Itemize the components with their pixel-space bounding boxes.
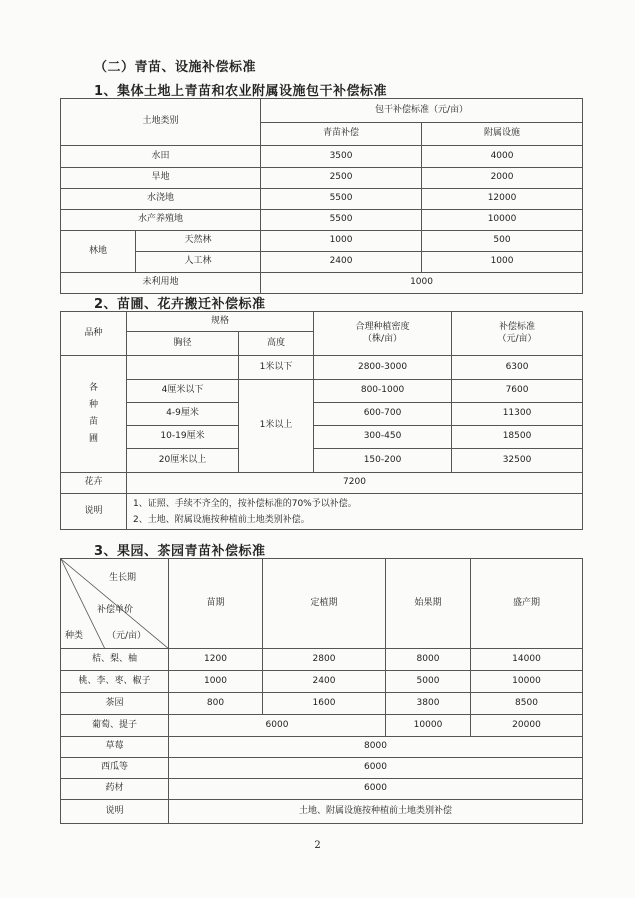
initial-value: 10000 <box>386 715 471 737</box>
note-line: 2、土地、附属设施按种植前土地类别补偿。 <box>133 514 310 525</box>
planting-value: 2800 <box>263 649 386 671</box>
table-row <box>61 758 583 779</box>
table-row <box>61 693 583 715</box>
nursery-char: 各 <box>88 383 98 393</box>
kind-name: 葡萄、提子 <box>61 715 169 737</box>
table-land-compensation <box>60 98 583 294</box>
dbh-value: 4厘米以下 <box>127 380 239 403</box>
col-standard-unit: （元/亩） <box>497 333 537 344</box>
col-peak: 盛产期 <box>471 559 583 649</box>
seedling-planting-value: 6000 <box>169 715 386 737</box>
standard-value: 11300 <box>452 403 583 426</box>
col-crop: 青苗补偿 <box>261 123 422 146</box>
flower-value: 7200 <box>127 473 583 494</box>
table-row <box>61 449 583 473</box>
table-row <box>61 252 583 273</box>
nursery-char: 种 <box>88 400 98 410</box>
nursery-char: 圃 <box>88 434 98 444</box>
table2-heading: 2、苗圃、花卉搬迁补偿标准 <box>94 297 266 312</box>
land-name: 水产养殖地 <box>61 210 261 231</box>
col-density-unit: （株/亩） <box>362 333 403 344</box>
col-spec: 规格 <box>127 312 314 332</box>
density-value: 2800-3000 <box>314 356 452 380</box>
note-line: 1、证照、手续不齐全的，按补偿标准的70%予以补偿。 <box>133 498 357 509</box>
dbh-value: 10-19厘米 <box>127 426 239 449</box>
table-row <box>61 380 583 403</box>
nursery-label <box>61 356 127 473</box>
table-row <box>61 473 583 494</box>
initial-value: 5000 <box>386 671 471 693</box>
peak-value: 10000 <box>471 671 583 693</box>
initial-value: 8000 <box>386 649 471 671</box>
page-number: 2 <box>314 840 321 851</box>
standard-value: 18500 <box>452 426 583 449</box>
facility-value: 10000 <box>422 210 583 231</box>
col-planting: 定植期 <box>263 559 386 649</box>
facility-value: 1000 <box>422 252 583 273</box>
land-name: 人工林 <box>136 252 261 273</box>
kind-name: 桃、李、枣、椒子 <box>61 671 169 693</box>
diag-kind: 种类 <box>65 631 84 641</box>
crop-value: 5500 <box>261 210 422 231</box>
table-row <box>61 671 583 693</box>
col-land-type: 土地类别 <box>61 99 261 146</box>
crop-value: 2400 <box>261 252 422 273</box>
table-row <box>61 189 583 210</box>
peak-value: 14000 <box>471 649 583 671</box>
col-standard <box>452 312 583 356</box>
col-density <box>314 312 452 356</box>
facility-value: 4000 <box>422 146 583 168</box>
table-nursery-compensation <box>60 311 583 530</box>
table-row <box>61 168 583 189</box>
seedling-value: 1000 <box>169 671 263 693</box>
peak-value: 20000 <box>471 715 583 737</box>
table-row <box>61 494 583 530</box>
kind-name: 药材 <box>61 779 169 800</box>
table-row <box>61 210 583 231</box>
facility-value: 12000 <box>422 189 583 210</box>
table-row <box>61 146 583 168</box>
peak-value: 8500 <box>471 693 583 715</box>
land-name: 天然林 <box>136 231 261 252</box>
standard-value: 6300 <box>452 356 583 380</box>
crop-value: 2500 <box>261 168 422 189</box>
kind-name: 草莓 <box>61 737 169 758</box>
facility-value: 500 <box>422 231 583 252</box>
planting-value: 2400 <box>263 671 386 693</box>
diag-price: 补偿单价 <box>97 605 134 615</box>
col-density-label: 合理种植密度 <box>355 322 410 333</box>
land-name: 水浇地 <box>61 189 261 210</box>
crop-value: 3500 <box>261 146 422 168</box>
table-row <box>61 231 583 252</box>
flower-label: 花卉 <box>61 473 127 494</box>
density-value: 600-700 <box>314 403 452 426</box>
unused-value: 1000 <box>261 273 583 294</box>
col-seedling: 苗期 <box>169 559 263 649</box>
note-text <box>127 494 583 530</box>
kind-name: 茶园 <box>61 693 169 715</box>
forest-label: 林地 <box>61 231 136 273</box>
col-compensation-standard: 包干补偿标准（元/亩） <box>261 99 583 123</box>
note-label: 说明 <box>61 494 127 530</box>
crop-value: 5500 <box>261 189 422 210</box>
seedling-value: 800 <box>169 693 263 715</box>
table-row <box>61 779 583 800</box>
col-initial-fruit: 始果期 <box>386 559 471 649</box>
dbh-value <box>127 356 239 380</box>
dbh-value: 4-9厘米 <box>127 403 239 426</box>
table-row <box>61 403 583 426</box>
note-text: 土地、附属设施按种植前土地类别补偿 <box>169 800 583 824</box>
col-height: 高度 <box>239 332 314 356</box>
table-row <box>61 715 583 737</box>
planting-value: 1600 <box>263 693 386 715</box>
dbh-value: 20厘米以上 <box>127 449 239 473</box>
facility-value: 2000 <box>422 168 583 189</box>
table-row <box>61 356 583 380</box>
col-standard-label: 补偿标准 <box>499 322 536 333</box>
land-name: 未利用地 <box>61 273 261 294</box>
diag-growth: 生长期 <box>109 573 137 583</box>
density-value: 300-450 <box>314 426 452 449</box>
col-variety: 品种 <box>61 312 127 356</box>
kind-name: 西瓜等 <box>61 758 169 779</box>
standard-value: 32500 <box>452 449 583 473</box>
wide-value: 8000 <box>169 737 583 758</box>
diagonal-header <box>61 559 169 649</box>
table-orchard-compensation <box>60 558 583 824</box>
diag-unit: （元/亩） <box>107 631 147 641</box>
table-row <box>61 273 583 294</box>
section-title: （二）青苗、设施补偿标准 <box>94 60 257 75</box>
seedling-value: 1200 <box>169 649 263 671</box>
table-row <box>61 426 583 449</box>
col-facility: 附属设施 <box>422 123 583 146</box>
land-name: 水田 <box>61 146 261 168</box>
crop-value: 1000 <box>261 231 422 252</box>
density-value: 800-1000 <box>314 380 452 403</box>
col-dbh: 胸径 <box>127 332 239 356</box>
table-row <box>61 737 583 758</box>
kind-name: 桔、梨、柚 <box>61 649 169 671</box>
table3-heading: 3、果园、茶园青苗补偿标准 <box>94 544 266 559</box>
table1-heading: 1、集体土地上青苗和农业附属设施包干补偿标准 <box>94 84 388 99</box>
height-value: 1米以上 <box>239 380 314 473</box>
table-row <box>61 649 583 671</box>
note-label: 说明 <box>61 800 169 824</box>
height-value: 1米以下 <box>239 356 314 380</box>
land-name: 旱地 <box>61 168 261 189</box>
nursery-char: 苗 <box>88 417 98 427</box>
wide-value: 6000 <box>169 758 583 779</box>
initial-value: 3800 <box>386 693 471 715</box>
table-row <box>61 800 583 824</box>
density-value: 150-200 <box>314 449 452 473</box>
wide-value: 6000 <box>169 779 583 800</box>
standard-value: 7600 <box>452 380 583 403</box>
